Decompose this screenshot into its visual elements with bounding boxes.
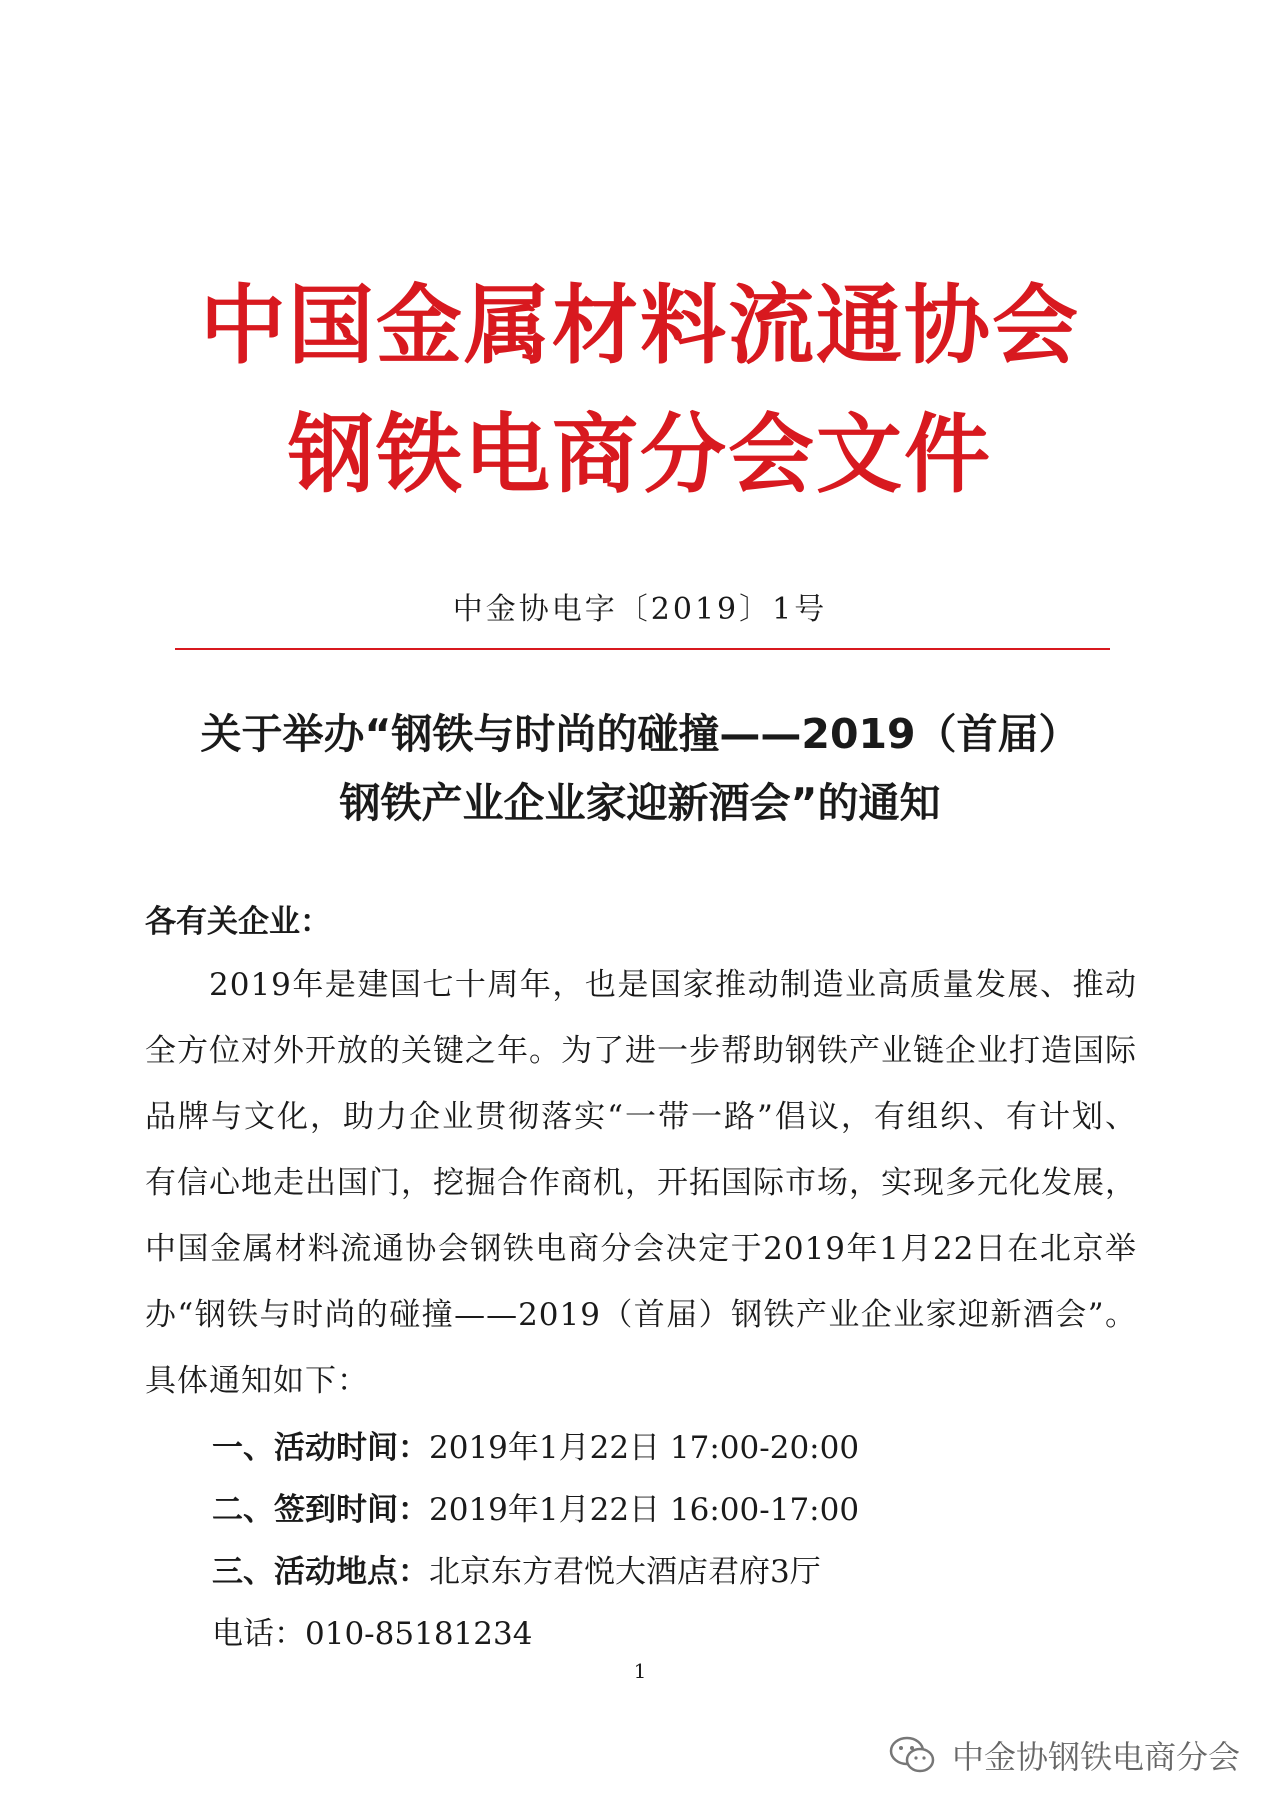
salutation: 各有关企业： (145, 904, 331, 940)
detail-value: 2019年1月22日 16:00-17:00 (429, 1492, 860, 1528)
wechat-icon (888, 1734, 938, 1776)
detail-value: 2019年1月22日 17:00-20:00 (429, 1430, 860, 1466)
detail-item-activity-time (212, 1426, 859, 1470)
detail-item-phone (212, 1612, 532, 1656)
page-number: 1 (633, 1659, 647, 1683)
detail-item-checkin-time (212, 1488, 859, 1532)
detail-item-venue (212, 1550, 821, 1594)
detail-label: 一、活动时间： (212, 1430, 429, 1466)
phone-label: 电话： (212, 1616, 305, 1652)
document-number: 中金协电字〔2019〕1号 (452, 592, 828, 627)
detail-label: 三、活动地点： (212, 1554, 429, 1590)
phone-value: 010-85181234 (305, 1616, 533, 1652)
letterhead-line-2: 钢铁电商分会文件 (288, 405, 992, 505)
detail-label: 二、签到时间： (212, 1492, 429, 1528)
wechat-watermark (888, 1730, 1240, 1780)
letterhead-line-1: 中国金属材料流通协会 (200, 276, 1080, 376)
notice-title-line-2: 钢铁产业企业家迎新酒会”的通知 (339, 779, 941, 827)
red-divider (175, 648, 1110, 650)
watermark-text: 中金协钢铁电商分会 (951, 1738, 1240, 1776)
detail-value: 北京东方君悦大酒店君府3厅 (429, 1554, 821, 1590)
body-paragraph: 2019年是建国七十周年，也是国家推动制造业高质量发展、推动全方位对外开放的关键之年。为了进一步帮助钢铁产业链企业打造国际品牌与文化，助力企业贯彻落实“一带一路”倡议，有组织、有计划、有信心地走出国门，挖掘合作商机，开拓国际市场，实现多元化发展，中国金属材料流通协会钢铁电商分会决定于2019年1月22日在北京举办“钢铁与时尚的碰撞——2019（首届）钢铁产业企业家迎新酒会”。具体通知如下： (145, 967, 1137, 1399)
notice-title-line-1: 关于举办“钢铁与时尚的碰撞——2019（首届） (200, 710, 1080, 758)
